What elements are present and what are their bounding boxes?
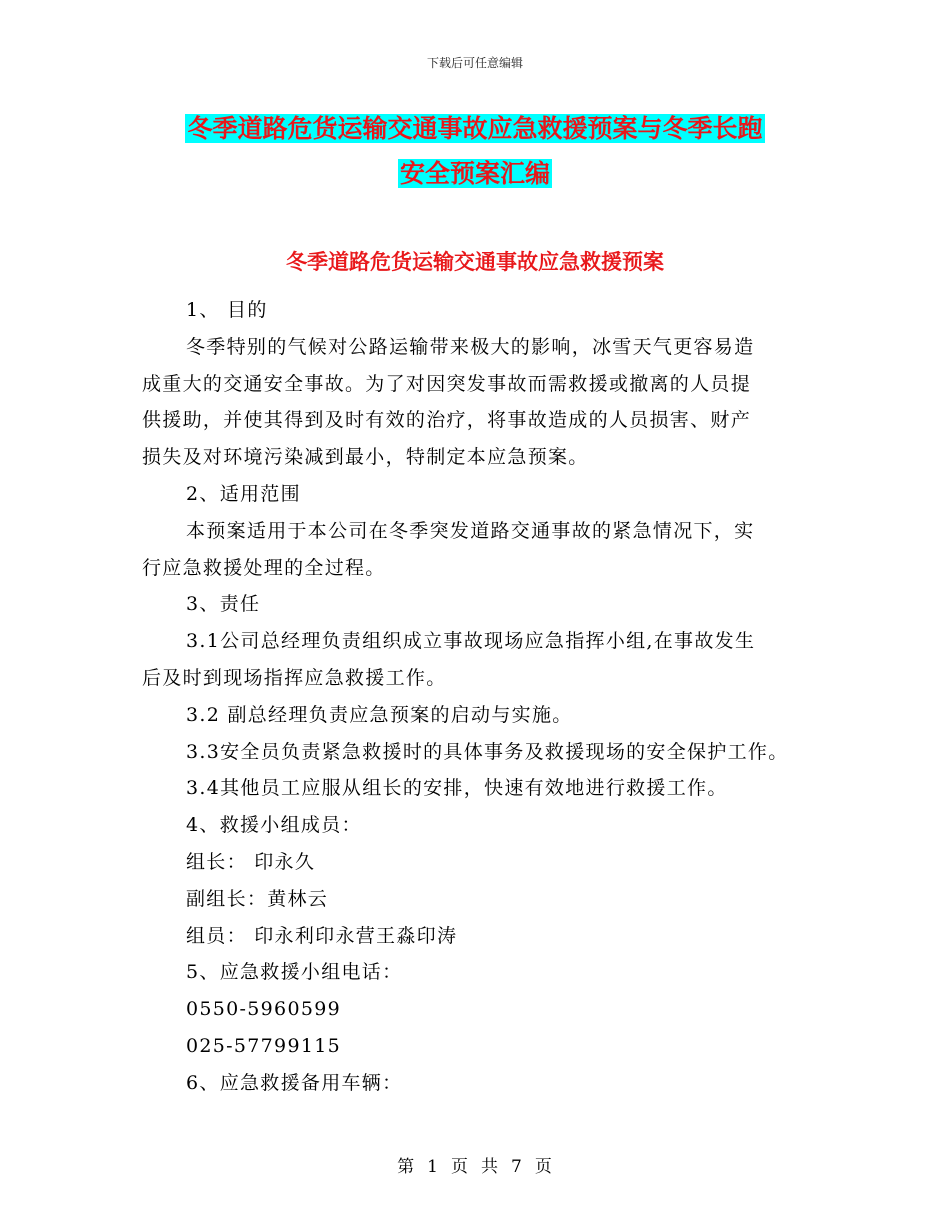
document-title-text-2: 安全预案汇编 [399, 159, 550, 188]
document-body [142, 292, 832, 1102]
footer-current-page: 1 [427, 1157, 439, 1177]
paragraph-line: 成重大的交通安全事故。为了对因突发事故而需救援或撤离的人员提 [142, 372, 752, 395]
paragraph-line: 行应急救援处理的全过程。 [142, 556, 386, 579]
section-title: 冬季道路危货运输交通事故应急救援预案 [286, 249, 664, 274]
document-title-line-1 [0, 112, 950, 146]
heading-purpose: 1、 目的 [186, 299, 268, 321]
page-footer [0, 1152, 950, 1177]
paragraph-line: 供援助，并使其得到及时有效的治疗，将事故造成的人员损害、财产 [142, 409, 752, 432]
paragraph-line: 冬季特别的气候对公路运输带来极大的影响，冰雪天气更容易造 [186, 335, 755, 358]
team-deputy-leader: 副组长：黄林云 [186, 887, 329, 910]
paragraph-line: 3.4其他员工应服从组长的安排，快速有效地进行救援工作。 [186, 777, 728, 800]
document-title-text-1: 冬季道路危货运输交通事故应急救援预案与冬季长跑 [187, 114, 763, 143]
paragraph-line: 3.1公司总经理负责组织成立事故现场应急指挥小组,在事故发生 [186, 630, 756, 653]
footer-total-word: 共 [481, 1157, 499, 1177]
heading-rescue-team: 4、救援小组成员： [186, 814, 362, 837]
paragraph-line: 3.2 副总经理负责应急预案的启动与实施。 [186, 703, 573, 726]
heading-phone: 5、应急救援小组电话： [186, 961, 403, 984]
footer-page-unit: 页 [451, 1157, 469, 1177]
paragraph-line: 3.3安全员负责紧急救援时的具体事务及救援现场的安全保护工作。 [186, 740, 789, 763]
heading-scope: 2、适用范围 [186, 482, 301, 505]
phone-number: 025-57799115 [186, 1034, 341, 1057]
paragraph-line: 损失及对环境污染减到最小，特制定本应急预案。 [142, 446, 589, 469]
heading-responsibility: 3、责任 [186, 593, 261, 616]
team-leader: 组长： 印永久 [186, 850, 316, 873]
paragraph-line: 本预案适用于本公司在冬季突发道路交通事故的紧急情况下，实 [186, 519, 755, 542]
document-title-line-2 [0, 157, 950, 191]
team-members: 组员： 印永利印永营王淼印涛 [186, 924, 458, 947]
header-note: 下载后可任意编辑 [426, 56, 523, 70]
footer-page-word: 第 [397, 1157, 416, 1177]
footer-total-unit: 页 [534, 1157, 553, 1177]
paragraph-line: 后及时到现场指挥应急救援工作。 [142, 666, 447, 689]
phone-number: 0550-5960599 [186, 998, 341, 1021]
heading-vehicles: 6、应急救援备用车辆： [186, 1071, 403, 1094]
footer-total-pages: 7 [511, 1157, 523, 1177]
